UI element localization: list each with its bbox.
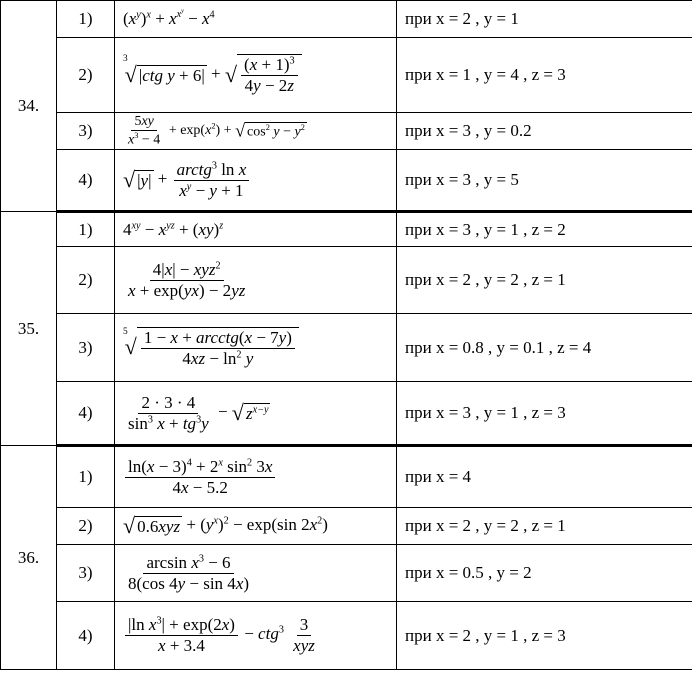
task-group-number: 34.: [1, 1, 57, 212]
task-group-number: 36.: [1, 446, 57, 670]
table-row: [1, 602, 692, 670]
row-number: 4): [57, 382, 115, 446]
condition: при x = 0.5 , y = 2: [397, 545, 692, 602]
formula: $\frac{5xy}{x^3 - 4}$ + $\exp(x^2)$ + √ $\cos^2 y - y^2$: [115, 113, 397, 150]
condition: при x = 2 , y = 1 , z = 3: [397, 602, 692, 670]
condition: при x = 2 , y = 1: [397, 1, 692, 38]
formula: $^5$√ 1 − x + arcctg(x − 7y) $4xz - \ln^2 y$: [115, 314, 397, 382]
condition: при x = 2 , y = 2 , z = 1: [397, 247, 692, 314]
formula: $\frac{2 \cdot 3 \cdot 4}{\sin^3 x + tg^3y}$ − √ $z^{x-y}$: [115, 382, 397, 446]
table-row: [1, 247, 692, 314]
formula: $\frac{|\ln x^3| + \exp(2x)}{x + 3.4}$ − ctg$^3$ 3 xyz: [115, 602, 397, 670]
table-row: [1, 382, 692, 446]
formula: $\frac{\arcsin x^3 - 6}{8(\cos 4y - \sin 4x)}$: [115, 545, 397, 602]
table-row: [1, 508, 692, 545]
row-number: 2): [57, 247, 115, 314]
table-row: [1, 545, 692, 602]
condition: при x = 4: [397, 446, 692, 508]
table-row: [1, 446, 692, 508]
formula: $(x^y)^x + x^{x^y} - x^4$: [115, 1, 397, 38]
row-number: 4): [57, 602, 115, 670]
row-number: 1): [57, 212, 115, 247]
condition: при x = 3 , y = 1 , z = 3: [397, 382, 692, 446]
row-number: 1): [57, 1, 115, 38]
row-number: 3): [57, 314, 115, 382]
condition: при x = 0.8 , y = 0.1 , z = 4: [397, 314, 692, 382]
table-row: [1, 38, 692, 113]
formula: $\frac{\ln(x - 3)^4 + 2^x \sin^2 3x}{4x - 5.2}$: [115, 446, 397, 508]
formula: √ $0.6xyz + (y^x)^2 - \exp(\sin$ $2x^2$): [115, 508, 397, 545]
row-number: 3): [57, 545, 115, 602]
table-row: [1, 314, 692, 382]
task-group-number: 35.: [1, 212, 57, 446]
table-row: [1, 113, 692, 150]
row-number: 1): [57, 446, 115, 508]
row-number: 4): [57, 150, 115, 212]
formula: √ |y| + arctg$^3$ ln x $x^y - y + 1$: [115, 150, 397, 212]
condition: при x = 2 , y = 2 , z = 1: [397, 508, 692, 545]
condition: при x = 3 , y = 5: [397, 150, 692, 212]
condition: при x = 3 , y = 1 , z = 2: [397, 212, 692, 247]
row-number: 2): [57, 38, 115, 113]
formula: $4^{xy} - x^{yz} + (xy)^z$: [115, 212, 397, 247]
table-row: [1, 212, 692, 247]
condition: при x = 1 , y = 4 , z = 3: [397, 38, 692, 113]
table-row: [1, 150, 692, 212]
row-number: 3): [57, 113, 115, 150]
formula: $^3$√ |ctg y + 6| + √ $\frac{(x + 1)^3}{4y - 2z}$: [115, 38, 397, 113]
row-number: 2): [57, 508, 115, 545]
table-row: [1, 1, 692, 38]
condition: при x = 3 , y = 0.2: [397, 113, 692, 150]
formula: 4|x| − xyz$^2$ x + exp(yx) − 2yz: [115, 247, 397, 314]
